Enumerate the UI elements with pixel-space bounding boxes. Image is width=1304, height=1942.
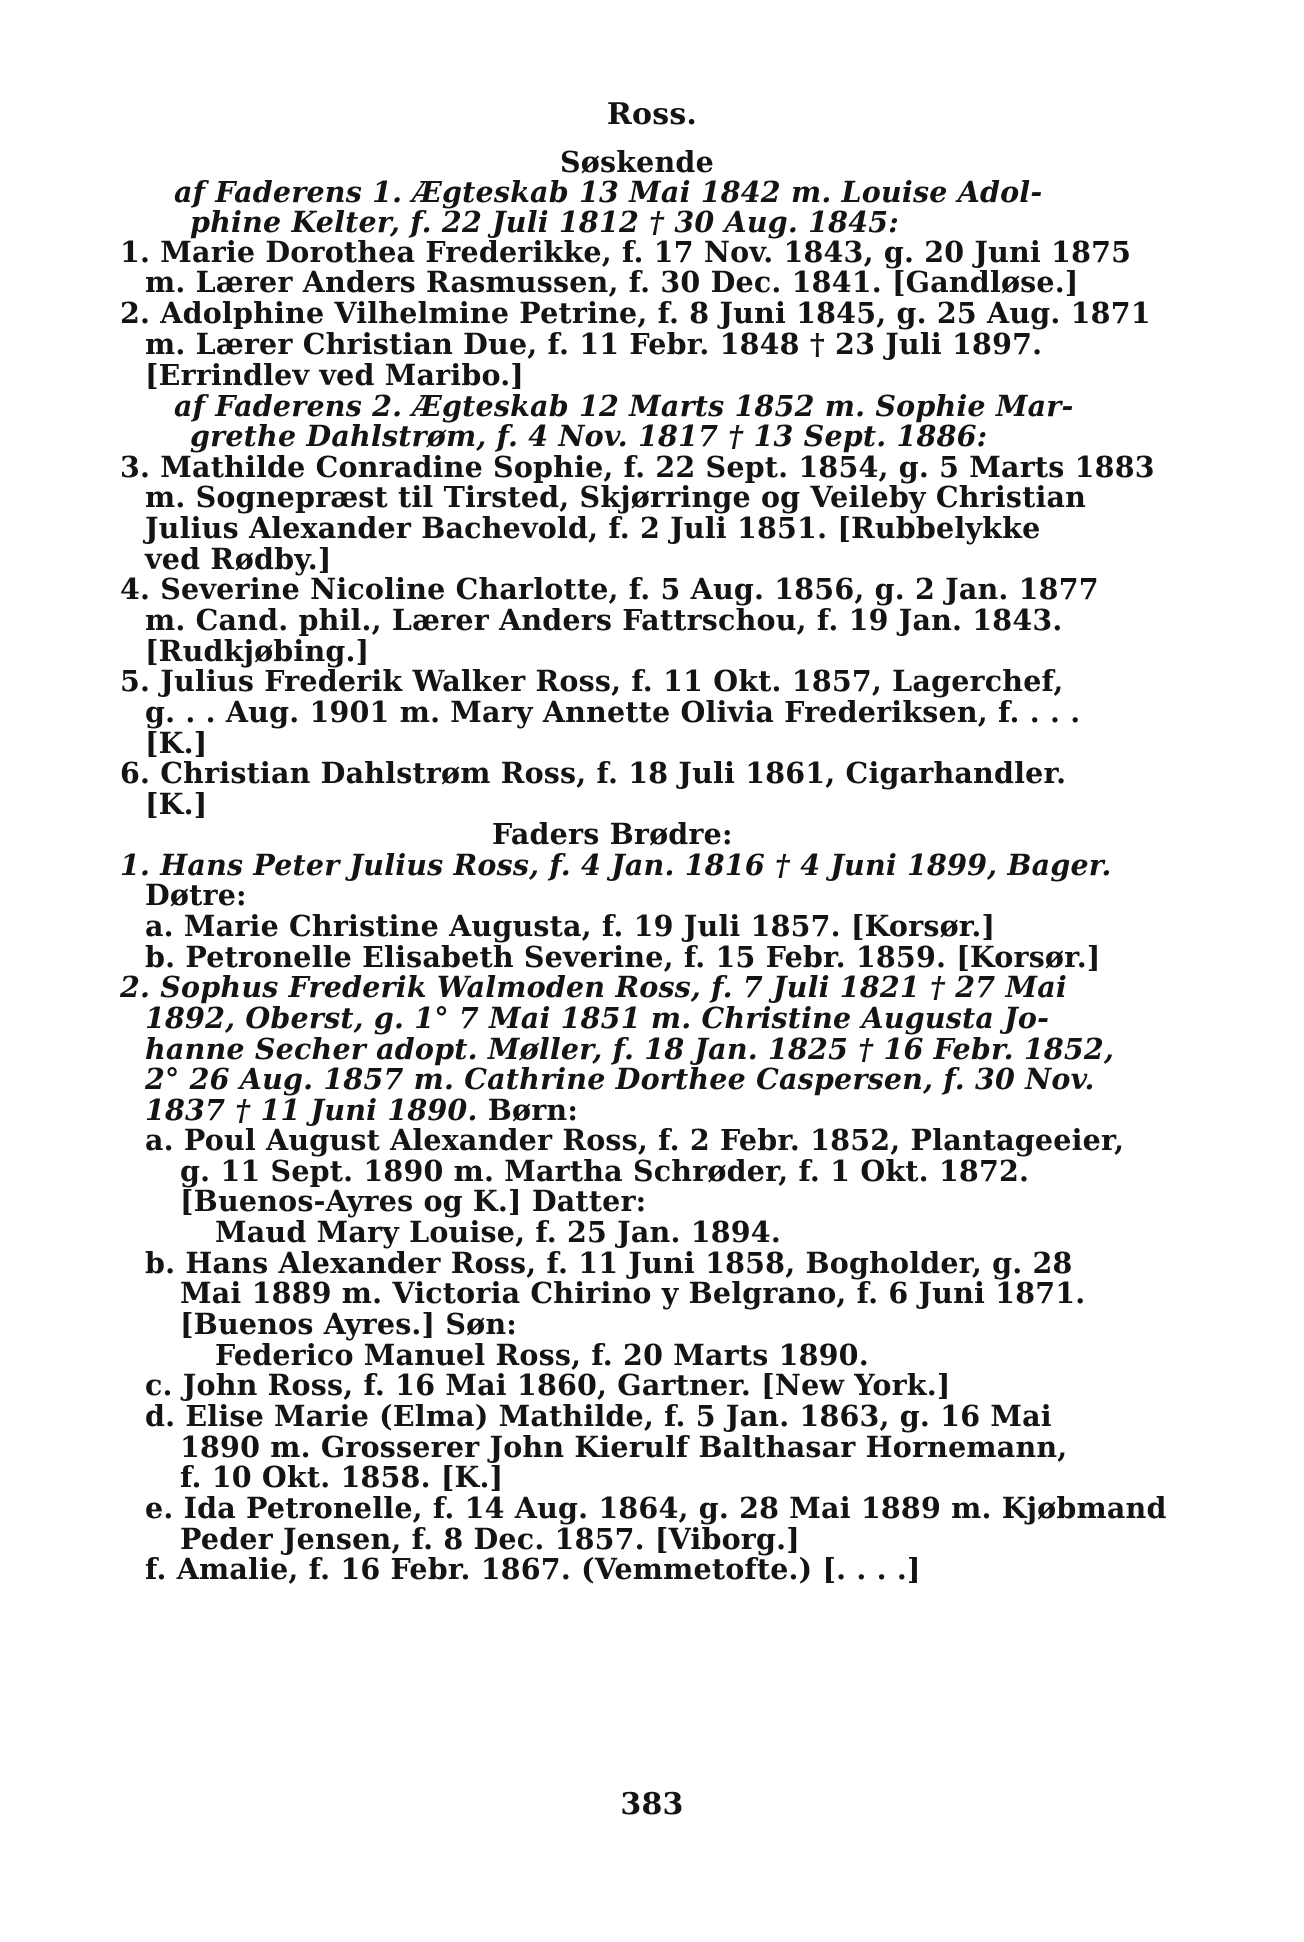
text-line: Peder Jensen, f. 8 Dec. 1857. [Viborg.]	[180, 1522, 800, 1556]
text-line: g. 11 Sept. 1890 m. Martha Schrøder, f. 1 Okt. 1872.	[180, 1154, 1030, 1188]
text-line: 4. Severine Nicoline Charlotte, f. 5 Aug. 1856, g. 2 Jan. 1877	[120, 572, 1099, 606]
entry-hans-peter: 1. Hans Peter Julius Ross, f. 4 Jan. 1816 † 4 Juni 1899, Bager.	[120, 848, 1112, 882]
text-line: 1890 m. Grosserer John Kierulf Balthasar Hornemann,	[180, 1430, 1068, 1464]
text-line: b. Petronelle Elisabeth Severine, f. 15 Febr. 1859. [Korsør.]	[145, 940, 1101, 974]
text-line: Julius Alexander Bachevold, f. 2 Juli 1851. [Rubbelykke	[145, 511, 1041, 545]
entry-sophus: hanne Secher adopt. Møller, f. 18 Jan. 1825 † 16 Febr. 1852,	[145, 1032, 1115, 1066]
heading-soeskende: Søskende	[560, 145, 714, 179]
text-line: 6. Christian Dahlstrøm Ross, f. 18 Juli 1861, Cigarhandler.	[120, 756, 1067, 790]
born-label: Børn:	[487, 1093, 579, 1127]
text-line: a. Poul August Alexander Ross, f. 2 Febr. 1852, Plantageeier,	[145, 1123, 1125, 1157]
entry-sophus: 1892, Oberst, g. 1° 7 Mai 1851 m. Christine Augusta Jo-	[145, 1001, 1050, 1035]
text-line: ved Rødby.]	[145, 542, 332, 576]
text-line: 5. Julius Frederik Walker Ross, f. 11 Okt. 1857, Lagerchef,	[120, 664, 1064, 698]
text-line: Federico Manuel Ross, f. 20 Marts 1890.	[215, 1338, 869, 1372]
running-head: Ross.	[606, 97, 698, 132]
text-line: g. . . Aug. 1901 m. Mary Annette Olivia Frederiksen, f. . . .	[145, 695, 1081, 729]
text-line: b. Hans Alexander Ross, f. 11 Juni 1858, Bogholder, g. 28	[145, 1246, 1073, 1280]
marriage-line-2b: grethe Dahlstrøm, f. 4 Nov. 1817 † 13 Sept. 1886:	[190, 419, 988, 453]
text-line: [Rudkjøbing.]	[145, 634, 370, 668]
text-line: f. Amalie, f. 16 Febr. 1867. (Vemmetofte.) [. . . .]	[145, 1552, 921, 1586]
text-line: 2. Adolphine Vilhelmine Petrine, f. 8 Juni 1845, g. 25 Aug. 1871	[120, 296, 1151, 330]
text-line: m. Lærer Anders Rasmussen, f. 30 Dec. 1841. [Gandløse.]	[145, 265, 1079, 299]
text-line: d. Elise Marie (Elma) Mathilde, f. 5 Jan. 1863, g. 16 Mai	[145, 1399, 1052, 1433]
text-line: Døtre:	[145, 878, 247, 912]
entry-sophus-dates: 1837 † 11 Juni 1890.	[145, 1093, 478, 1127]
text-line: [Buenos Ayres.] Søn:	[180, 1307, 517, 1341]
text-line: 1. Marie Dorothea Frederikke, f. 17 Nov. 1843, g. 20 Juni 1875	[120, 235, 1132, 269]
text-line: 3. Mathilde Conradine Sophie, f. 22 Sept. 1854, g. 5 Marts 1883	[120, 450, 1155, 484]
text-line: [K.]	[145, 726, 208, 760]
text-line: c. John Ross, f. 16 Mai 1860, Gartner. [New York.]	[145, 1368, 951, 1402]
text-line: [K.]	[145, 787, 208, 821]
entry-sophus: 2° 26 Aug. 1857 m. Cathrine Dorthee Caspersen, f. 30 Nov.	[145, 1062, 1095, 1096]
text-line: [Buenos-Ayres og K.] Datter:	[180, 1184, 647, 1218]
heading-faders-broedre: Faders Brødre:	[492, 817, 733, 851]
page-number: 383	[620, 1787, 684, 1822]
marriage-line-1b: phine Kelter, f. 22 Juli 1812 † 30 Aug. 1845:	[190, 205, 899, 239]
text-line: f. 10 Okt. 1858. [K.]	[180, 1460, 504, 1494]
text-line: e. Ida Petronelle, f. 14 Aug. 1864, g. 28 Mai 1889 m. Kjøbmand	[145, 1491, 1167, 1525]
text-line: Maud Mary Louise, f. 25 Jan. 1894.	[215, 1215, 781, 1249]
text-line: Mai 1889 m. Victoria Chirino y Belgrano, f. 6 Juni 1871.	[180, 1276, 1086, 1310]
text-line: a. Marie Christine Augusta, f. 19 Juli 1857. [Korsør.]	[145, 909, 996, 943]
text-line: m. Sognepræst til Tirsted, Skjørringe og Veileby Christian	[145, 480, 1087, 514]
marriage-line-2a: af Faderens 2. Ægteskab 12 Marts 1852 m. Sophie Mar-	[174, 389, 1074, 423]
marriage-line-1a: af Faderens 1. Ægteskab 13 Mai 1842 m. Louise Adol-	[174, 175, 1043, 209]
entry-sophus: 2. Sophus Frederik Walmoden Ross, f. 7 Juli 1821 † 27 Mai	[120, 970, 1067, 1004]
entry-sophus-end	[145, 1093, 578, 1127]
text-line: m. Lærer Christian Due, f. 11 Febr. 1848 † 23 Juli 1897.	[145, 327, 1043, 361]
text-line: [Errindlev ved Maribo.]	[145, 358, 524, 392]
text-line: m. Cand. phil., Lærer Anders Fattrschou, f. 19 Jan. 1843.	[145, 603, 1063, 637]
